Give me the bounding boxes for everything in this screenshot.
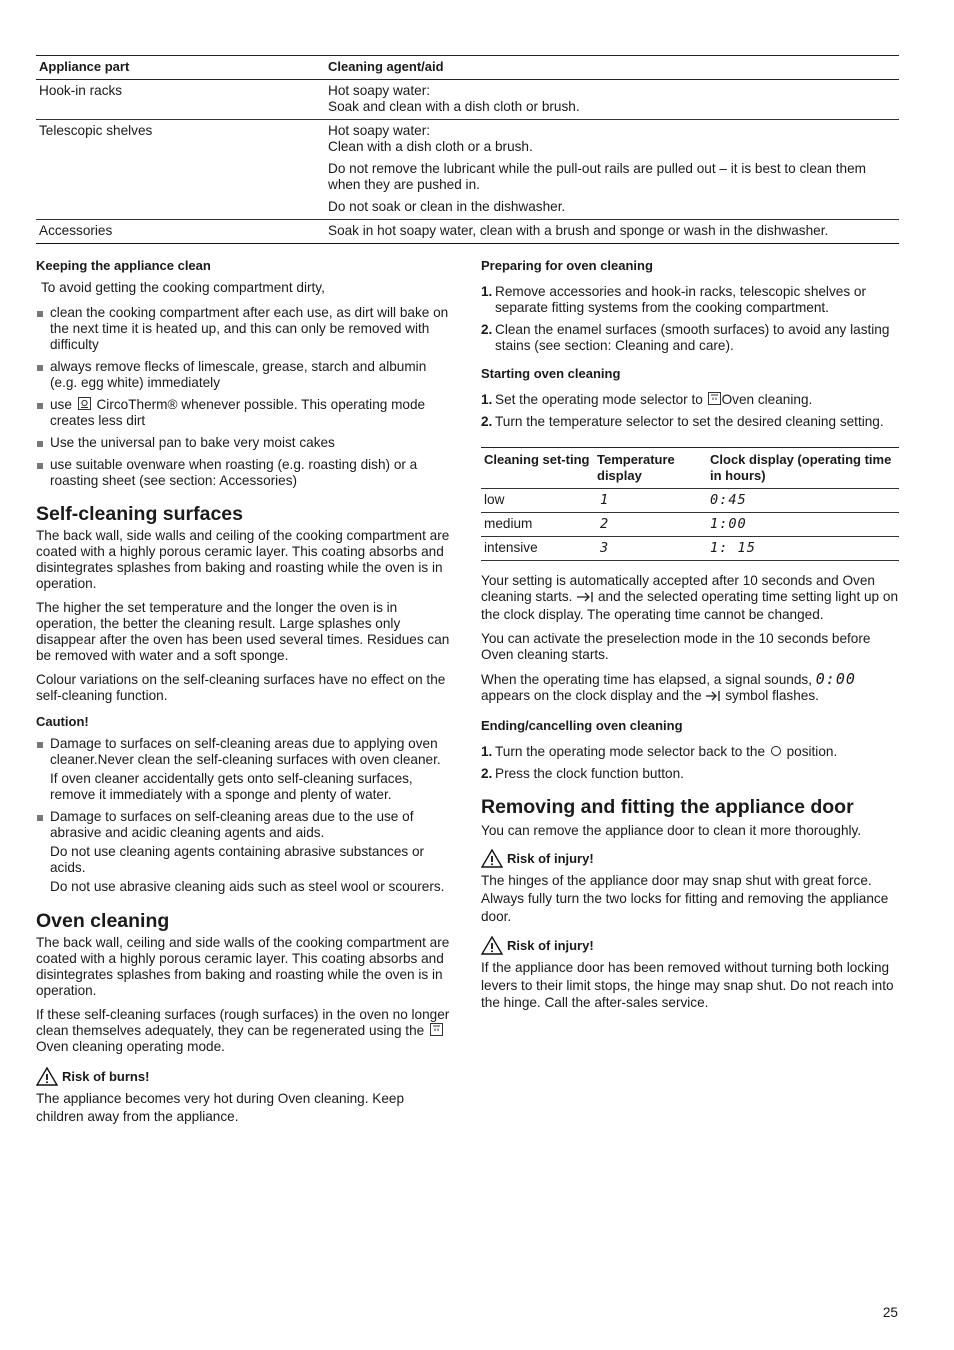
oven-cleaning-para: The back wall, ceiling and side walls of the cooking compartment are coated with a highly porous ceramic layer. This coating absorbs and disintegrates splashes from baking and roasting while the oven is in operation. <box>36 935 450 998</box>
oven-cleaning-mode-icon <box>430 1023 443 1036</box>
cell-agent <box>325 120 899 220</box>
cleaning-setting-table <box>481 447 899 561</box>
cell-temp-display: 3 <box>594 537 707 561</box>
keeping-clean-intro: To avoid getting the cooking compartment dirty, <box>41 280 325 295</box>
right-column <box>481 258 899 1012</box>
cell-clock-display: 0:45 <box>707 489 899 513</box>
oven-cleaning-mode-icon <box>708 392 721 405</box>
table-row <box>36 80 899 120</box>
bullet-text: CircoTherm® whenever possible. This operating mode creates less dirt <box>50 397 426 428</box>
step-text: Oven cleaning. <box>721 392 813 407</box>
cell-part: Hook-in racks <box>36 80 325 120</box>
preparing-steps <box>481 284 899 354</box>
cell-temp-display: 1 <box>594 489 707 513</box>
step-text: Set the operating mode selector to <box>495 392 703 407</box>
table-row <box>36 120 899 220</box>
step-text: Turn the operating mode selector back to the <box>495 744 766 759</box>
keeping-clean-list <box>36 305 454 489</box>
warning-heading: Risk of injury! <box>507 850 594 866</box>
ending-heading: Ending/cancelling oven cleaning <box>481 718 683 733</box>
list-item: always remove flecks of limescale, grease, starch and albumin (e.g. egg white) immediately <box>36 359 454 391</box>
step-text: Remove accessories and hook-in racks, telescopic shelves or separate fitting systems from the cooking compartment. <box>495 284 866 315</box>
list-item: Use the universal pan to bake very moist cakes <box>36 435 454 451</box>
table-header-row <box>36 56 899 80</box>
list-item <box>36 397 454 429</box>
clock-zero-display: 0:00 <box>815 670 856 688</box>
cell-agent: Soak in hot soapy water, clean with a brush and sponge or wash in the dishwasher. <box>325 220 899 244</box>
step-item: 1. Remove accessories and hook-in racks, telescopic shelves or separate fitting systems from the cooking compartment. <box>481 284 866 315</box>
para-text: Your setting is automatically accepted after 10 seconds and Oven cleaning starts. <box>481 573 875 604</box>
warning-heading: Risk of burns! <box>62 1068 150 1084</box>
off-position-icon <box>771 746 781 756</box>
agent-line: Clean with a dish cloth or a brush. <box>328 139 533 154</box>
caution-sub: Do not use abrasive cleaning aids such as steel wool or scourers. <box>50 879 445 894</box>
caution-sub: If oven cleaner accidentally gets onto self-cleaning surfaces, remove it immediately with a sponge and plenty of water. <box>50 771 413 802</box>
cleaning-agents-table <box>36 55 899 244</box>
ending-steps <box>481 744 899 782</box>
cell-setting: medium <box>481 513 594 537</box>
agent-line: Soak and clean with a dish cloth or brush. <box>328 99 580 114</box>
step-item: 2. Turn the temperature selector to set the desired cleaning setting. <box>481 414 884 429</box>
preparing-heading: Preparing for oven cleaning <box>481 258 653 273</box>
keeping-clean-heading: Keeping the appliance clean <box>36 258 211 273</box>
header-appliance-part: Appliance part <box>36 56 325 80</box>
warning-triangle-icon <box>481 849 503 868</box>
agent-line: Hot soapy water: <box>328 123 430 138</box>
starting-para: You can activate the preselection mode in the 10 seconds before Oven cleaning starts. <box>481 631 871 662</box>
cell-setting: low <box>481 489 594 513</box>
step-item: 1. Turn the operating mode selector back to the position. <box>481 744 838 759</box>
cell-setting: intensive <box>481 537 594 561</box>
table-row <box>481 489 899 513</box>
risk-of-injury-warning <box>481 849 899 868</box>
page-number: 25 <box>882 1305 898 1320</box>
para-text: Oven cleaning operating mode. <box>36 1039 225 1054</box>
cell-part: Telescopic shelves <box>36 120 325 220</box>
list-item: use suitable ovenware when roasting (e.g. roasting dish) or a roasting sheet (see section: Accessories) <box>36 457 454 489</box>
agent-line: Hot soapy water: <box>328 83 430 98</box>
step-text: position. <box>786 744 838 759</box>
header-cleaning-agent: Cleaning agent/aid <box>325 56 899 80</box>
arrow-to-bar-icon <box>576 591 594 607</box>
circotherm-icon <box>78 397 91 410</box>
step-item: 1. Set the operating mode selector to Oven cleaning. <box>481 392 813 407</box>
self-cleaning-para: The back wall, side walls and ceiling of the cooking compartment are coated with a highly porous ceramic layer. This coating absorbs and disintegrates splashes from baking and roasting while the oven is in operation. <box>36 528 450 591</box>
warning-heading: Risk of injury! <box>507 937 594 953</box>
self-cleaning-para: The higher the set temperature and the longer the oven is in operation, the better the cleaning result. Large splashes only disappear after the oven has been used several times. Residues can be removed with water and a soft sponge. <box>36 600 450 663</box>
table-row <box>481 513 899 537</box>
para-text: and the selected operating time setting light up on the clock display. The operating time cannot be changed. <box>481 589 899 622</box>
agent-block <box>328 123 896 155</box>
step-item: 2. Clean the enamel surfaces (smooth surfaces) to avoid any lasting stains (see section: Cleaning and care). <box>481 322 890 353</box>
caution-heading: Caution! <box>36 714 89 729</box>
bullet-prefix: use <box>50 397 72 412</box>
header-cleaning-setting: Cleaning set-ting <box>481 448 594 489</box>
door-heading: Removing and fitting the appliance door <box>481 796 854 818</box>
cell-clock-display: 1: 15 <box>707 537 899 561</box>
risk-of-injury-warning <box>481 936 899 955</box>
header-clock-display: Clock display (operating time in hours) <box>707 448 899 489</box>
list-item: clean the cooking compartment after each use, as dirt will bake on the next time it is heated up, and this can only be removed with difficulty <box>36 305 454 353</box>
caution-list <box>36 736 454 895</box>
door-intro: You can remove the appliance door to clean it more thoroughly. <box>481 823 862 838</box>
table-header-row <box>481 448 899 489</box>
para-text: If these self-cleaning surfaces (rough surfaces) in the oven no longer clean themselves adequately, they can be regenerated using the <box>36 1007 450 1038</box>
starting-steps <box>481 392 899 430</box>
para-text: symbol flashes. <box>725 688 819 703</box>
list-item <box>36 736 454 803</box>
warning-triangle-icon <box>481 936 503 955</box>
agent-note: Do not soak or clean in the dishwasher. <box>328 199 566 214</box>
cell-agent <box>325 80 899 120</box>
left-column <box>36 258 454 1126</box>
list-item <box>36 809 454 895</box>
self-cleaning-para: Colour variations on the self-cleaning surfaces have no effect on the self-cleaning function. <box>36 672 446 703</box>
oven-cleaning-heading: Oven cleaning <box>36 910 170 932</box>
warning-text: The appliance becomes very hot during Oven cleaning. Keep children away from the appliance. <box>36 1091 405 1124</box>
cleaning-agents-table-wrap <box>36 55 899 244</box>
starting-para <box>481 573 899 623</box>
step-text: Turn the temperature selector to set the desired cleaning setting. <box>495 414 884 429</box>
header-temperature-display: Temperature display <box>594 448 707 489</box>
cell-temp-display: 2 <box>594 513 707 537</box>
risk-of-burns-warning <box>36 1067 454 1086</box>
warning-text: The hinges of the appliance door may snap shut with great force. Always fully turn the two locks for fitting and removing the appliance door. <box>481 873 889 924</box>
warning-triangle-icon <box>36 1067 58 1086</box>
caution-sub: Do not use cleaning agents containing abrasive substances or acids. <box>50 844 425 875</box>
step-item: 2. Press the clock function button. <box>481 766 684 781</box>
table-row <box>36 220 899 244</box>
arrow-to-bar-icon <box>705 690 721 706</box>
table-row <box>481 537 899 561</box>
agent-note: Do not remove the lubricant while the pull-out rails are pulled out – it is best to clean them when they are pushed in. <box>328 161 866 192</box>
step-text: Press the clock function button. <box>495 766 684 781</box>
starting-heading: Starting oven cleaning <box>481 366 621 381</box>
caution-text: Damage to surfaces on self-cleaning areas due to the use of abrasive and acidic cleaning agents and aids. <box>50 809 414 840</box>
para-text: When the operating time has elapsed, a signal sounds, <box>481 672 812 687</box>
caution-text: Damage to surfaces on self-cleaning areas due to applying oven cleaner.Never clean the self-cleaning surfaces with oven cleaner. <box>50 736 441 767</box>
warning-text: If the appliance door has been removed without turning both locking levers to their limit stops, the hinge may snap shut. Do not reach into the hinge. Call the after-sales service. <box>481 960 894 1010</box>
starting-para <box>481 671 899 706</box>
oven-cleaning-para <box>36 1007 454 1055</box>
cell-clock-display: 1:00 <box>707 513 899 537</box>
para-text: appears on the clock display and the <box>481 688 702 703</box>
self-cleaning-heading: Self-cleaning surfaces <box>36 503 243 525</box>
cell-part: Accessories <box>36 220 325 244</box>
step-text: Clean the enamel surfaces (smooth surfaces) to avoid any lasting stains (see section: Cleaning and care). <box>495 322 890 353</box>
